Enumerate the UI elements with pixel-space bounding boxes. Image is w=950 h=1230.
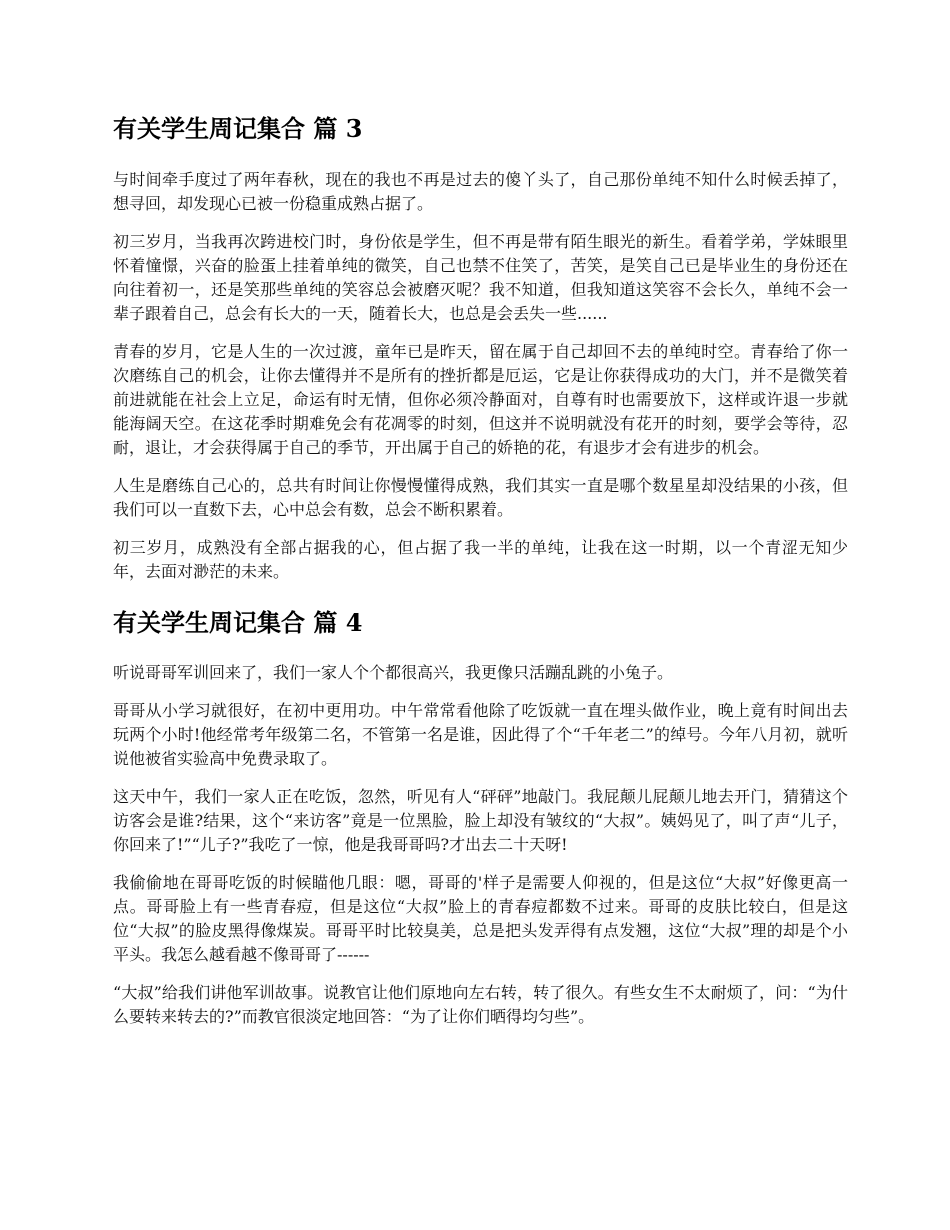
section-title: 有关学生周记集合 篇 4 bbox=[113, 608, 363, 637]
document-page bbox=[113, 112, 848, 1043]
paragraph: 我偷偷地在哥哥吃饭的时候瞄他几眼：嗯，哥哥的'样子是需要人仰视的，但是这位“大叔”好像更高一点。哥哥脸上有一些青春痘，但是这位“大叔”脸上的青春痘都数不过来。哥哥的皮肤比较白，但是这位“大叔”的脸皮黑得像煤炭。哥哥平时比较臭美，总是把头发弄得有点发翘，这位“大叔”理的却是个小平头。我怎么越看越不像哥哥了------ bbox=[113, 873, 848, 964]
paragraph: 这天中午，我们一家人正在吃饭，忽然，听见有人“砰砰”地敲门。我屁颠儿屁颠儿地去开门，猜猜这个访客会是谁?结果，这个“来访客”竟是一位黑脸，脸上却没有皱纹的“大叔”。姨妈见了，叫了声“儿子，你回来了!”“儿子?”我吃了一惊，他是我哥哥吗?才出去二十天呀! bbox=[113, 787, 848, 854]
section-title: 有关学生周记集合 篇 3 bbox=[113, 114, 363, 143]
paragraph: 初三岁月，成熟没有全部占据我的心，但占据了我一半的单纯，让我在这一时期，以一个青涩无知少年，去面对渺茫的未来。 bbox=[113, 538, 848, 581]
paragraph: 听说哥哥军训回来了，我们一家人个个都很高兴，我更像只活蹦乱跳的小兔子。 bbox=[113, 663, 674, 682]
paragraph: “大叔”给我们讲他军训故事。说教官让他们原地向左右转，转了很久。有些女生不太耐烦了，问：“为什么要转来转去的?”而教官很淡定地回答：“为了让你们晒得均匀些”。 bbox=[113, 983, 848, 1026]
paragraph: 人生是磨练自己心的，总共有时间让你慢慢懂得成熟，我们其实一直是哪个数星星却没结果的小孩，但我们可以一直数下去，心中总会有数，总会不断积累着。 bbox=[113, 476, 848, 519]
paragraph: 青春的岁月，它是人生的一次过渡，童年已是昨天，留在属于自己却回不去的单纯时空。青春给了你一次磨练自己的机会，让你去懂得并不是所有的挫折都是厄运，它是让你获得成功的大门，并不是微笑着前进就能在社会上立足，命运有时无情，但你必须冷静面对，自尊有时也需要放下，这样或许退一步就能海阔天空。在这花季时期难免会有花凋零的时刻，但这并不说明就没有花开的时刻，要学会等待，忍耐，退让，才会获得属于自己的季节，开出属于自己的娇艳的花，有退步才会有进步的机会。 bbox=[113, 342, 848, 457]
paragraph: 初三岁月，当我再次跨进校门时，身份依是学生，但不再是带有陌生眼光的新生。看着学弟，学妹眼里怀着憧憬，兴奋的脸蛋上挂着单纯的微笑，自己也禁不住笑了，苦笑，是笑自己已是毕业生的身份还在向往着初一，还是笑那些单纯的笑容总会被磨灭呢？我不知道，但我知道这笑容不会长久，单纯不会一辈子跟着自己，总会有长大的一天，随着长大，也总是会丢失一些...... bbox=[113, 232, 848, 323]
paragraph: 与时间牵手度过了两年春秋，现在的我也不再是过去的傻丫头了，自己那份单纯不知什么时候丢掉了，想寻回，却发现心已被一份稳重成熟占据了。 bbox=[113, 170, 848, 213]
paragraph: 哥哥从小学习就很好，在初中更用功。中午常常看他除了吃饭就一直在埋头做作业，晚上竟有时间出去玩两个小时!他经常考年级第二名，不管第一名是谁，因此得了个“千年老二”的绰号。今年八月初，就听说他被省实验高中免费录取了。 bbox=[113, 701, 848, 768]
